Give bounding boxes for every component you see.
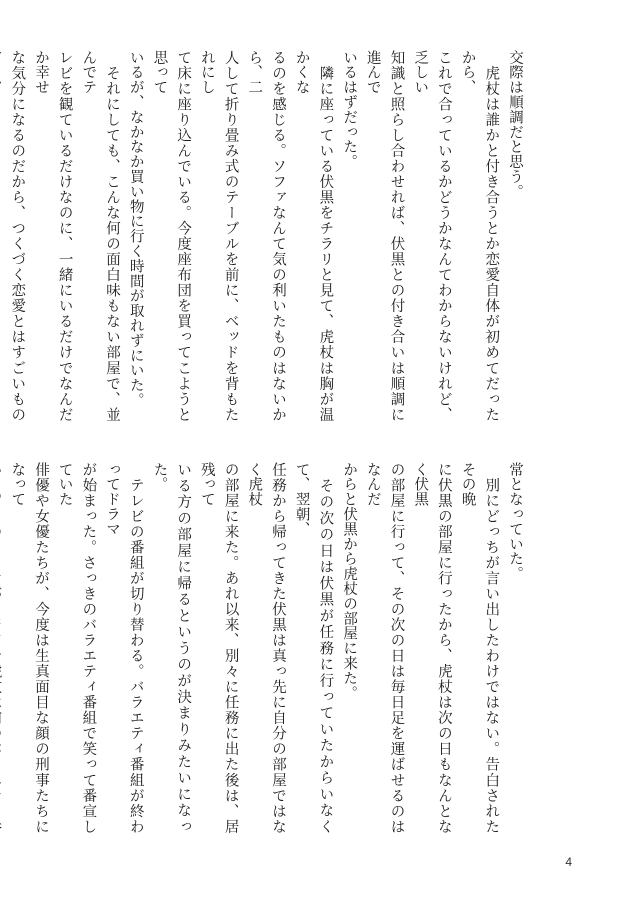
bottom-text-block [9, 462, 526, 834]
paragraph: それにしても、こんな何の面白味もない部屋で、並んでテ レビを観ているだけなのに、一緒にいるだけでなんだか幸せ な気分になるのだから、つくづく恋愛とはすごいもの [9, 50, 121, 422]
top-text-block [9, 50, 526, 422]
paragraph: その次の日は伏黒が任務に行っていたからいなくて、翌朝、 任務から帰ってきた伏黒は真っ先に自分の部屋ではなく虎杖 の部屋に来た。あれ以来、別々に任務に出た後は、居残って いる方の部屋に帰るというのが決まりみたいになった。 [151, 462, 334, 834]
paragraph: 別にどっちが言い出したわけではない。告白されたその晩 に伏黒の部屋に行ったから、虎杖は次の日もなんとなく伏黒 の部屋に行って、その次の日は毎日足を運ばせるのはなんだ からと伏黒から虎杖の部屋に来た。 [341, 462, 500, 834]
paragraph: 交際は順調だと思う。 [507, 50, 523, 199]
page-number: 4 [565, 855, 572, 869]
paragraph: 隣に座っている伏黒をチラリと見て、虎杖は胸が温かくな るのを感じる。ソファなんて気の利いたものはないから、二 人して折り畳み式のテーブルを前に、ベッドを背もたれにし て床に座り込んでいる。今度座布団を買ってこようと思って いるが、なかなか買い物に行く時間が取れずにいた。 [127, 50, 334, 422]
paragraph: テレビの番組が切り替わる。バラエティ番組が終わってドラマ が始まった。さっきのバラエティ番組で笑って番宣していた 俳優や女優たちが、今度は生真面目な顔の刑事たちになって [9, 462, 144, 834]
paragraph: 常となっていた。 [507, 462, 523, 582]
paragraph: 虎杖は誰かと付き合うとか恋愛自体が初めてだったから、 これで合っているかどうかなんてわからないけれど、乏しい 知識と照らし合わせれば、伏黒との付き合いは順調に進んで いるはずだった。 [341, 50, 500, 422]
